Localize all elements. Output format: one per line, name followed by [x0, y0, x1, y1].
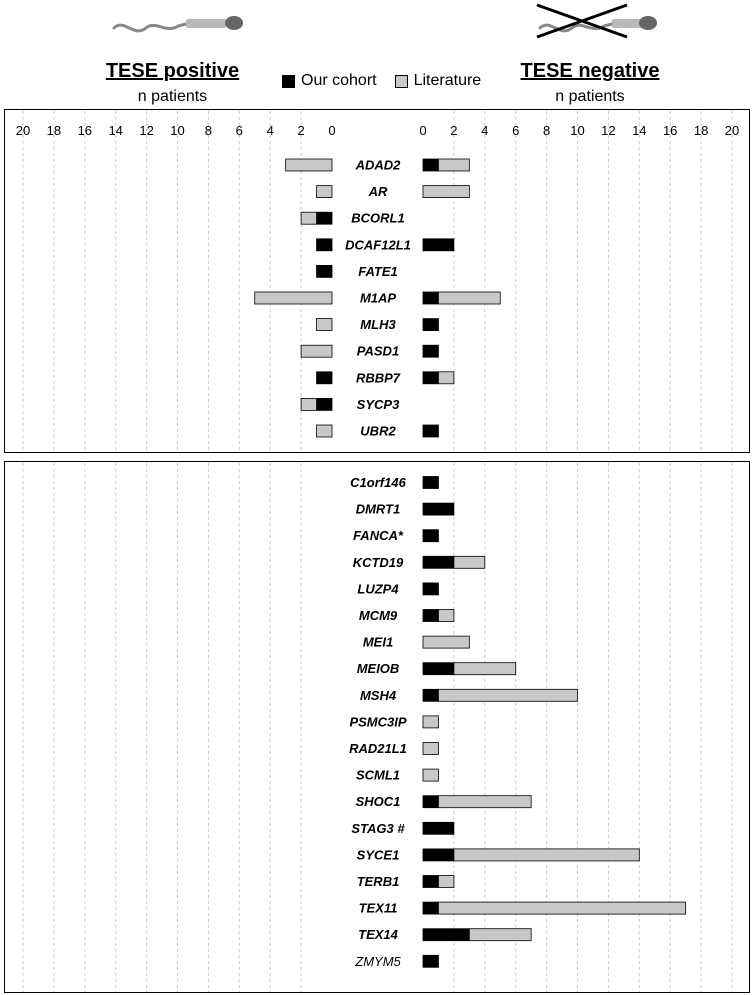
tick-label-left: 0 [328, 123, 336, 138]
gene-label: BCORL1 [351, 210, 405, 226]
bar-negative-cohort [423, 530, 438, 542]
gene-label: MSH4 [359, 687, 397, 703]
legend-label-cohort: Our cohort [301, 72, 377, 89]
bar-negative-literature [423, 743, 438, 755]
bar-negative-cohort [423, 319, 438, 331]
tick-label-left: 6 [235, 123, 243, 138]
bar-negative-cohort [423, 503, 454, 515]
bar-positive-literature [301, 345, 332, 357]
gene-label: KCTD19 [352, 554, 404, 570]
legend-label-literature: Literature [413, 72, 482, 89]
bar-positive-literature [317, 425, 332, 437]
gene-label: FATE1 [358, 263, 398, 279]
tick-label-left: 16 [77, 123, 93, 138]
gene-label: SYCP3 [356, 396, 400, 412]
tick-label-left: 20 [15, 123, 31, 138]
bar-negative-literature [423, 716, 438, 728]
tick-label-right: 6 [512, 123, 520, 138]
tick-label-left: 10 [170, 123, 185, 138]
bar-negative-cohort [423, 955, 438, 967]
bar-negative-literature [438, 689, 577, 701]
legend [282, 72, 481, 90]
bar-negative-literature [454, 663, 516, 675]
gene-label: SYCE1 [356, 847, 400, 863]
bar-negative-cohort [423, 796, 438, 808]
gene-label: MEI1 [362, 634, 394, 650]
tick-label-right: 2 [450, 123, 458, 138]
sperm-icon [114, 16, 243, 31]
bar-negative-literature [438, 796, 531, 808]
legend-swatch-literature [395, 75, 408, 88]
tick-label-right: 16 [662, 123, 678, 138]
bar-positive-literature [286, 159, 332, 171]
bar-negative-cohort [423, 610, 438, 622]
bar-negative-cohort [423, 372, 438, 384]
bar-negative-cohort [423, 159, 438, 171]
bar-negative-literature [423, 769, 438, 781]
legend-swatch-cohort [282, 75, 295, 88]
gene-label: ZMYM5 [355, 953, 401, 969]
bar-negative-cohort [423, 345, 438, 357]
gene-label: UBR2 [360, 423, 396, 439]
tick-label-left: 8 [204, 123, 213, 138]
gene-label: M1AP [359, 290, 397, 306]
bar-negative-cohort [423, 425, 438, 437]
bar-positive-cohort [317, 239, 332, 251]
bar-negative-literature [423, 636, 469, 648]
bar-negative-literature [438, 902, 685, 914]
gene-label: STAG3 # [351, 820, 405, 836]
bar-negative-cohort [423, 292, 438, 304]
bar-negative-cohort [423, 849, 454, 861]
gene-label: TERB1 [356, 874, 400, 889]
bar-negative-literature [454, 849, 639, 861]
bar-negative-cohort [423, 477, 438, 489]
gene-label: DMRT1 [355, 501, 401, 517]
tick-label-left: 14 [108, 123, 123, 138]
bar-positive-literature [317, 319, 332, 331]
bar-positive-literature [255, 292, 332, 304]
bar-negative-cohort [423, 556, 454, 568]
tese-positive-subtitle: n patients [137, 88, 208, 105]
gene-label: AR [368, 184, 388, 200]
bar-negative-cohort [423, 689, 438, 701]
gene-label: TEX11 [358, 900, 398, 916]
gene-label: TEX14 [358, 927, 398, 943]
bar-negative-cohort [423, 929, 469, 941]
bar-negative-literature [454, 556, 485, 568]
bar-negative-literature [438, 159, 469, 171]
bar-negative-literature [469, 929, 531, 941]
tick-label-right: 0 [419, 123, 427, 138]
gene-label: PSMC3IP [349, 714, 407, 730]
tick-label-left: 2 [297, 123, 305, 138]
gene-label: LUZP4 [357, 581, 399, 597]
bar-negative-cohort [423, 822, 454, 834]
tick-label-right: 4 [481, 123, 489, 138]
bar-positive-cohort [317, 398, 332, 410]
bar-negative-literature [438, 876, 453, 888]
bar-negative-cohort [423, 583, 438, 595]
tick-label-left: 18 [46, 123, 62, 138]
bar-negative-literature [438, 610, 453, 622]
gene-label: DCAF12L1 [345, 237, 411, 253]
bar-positive-literature [317, 186, 332, 198]
gene-label: C1orf146 [350, 475, 406, 490]
tick-label-left: 4 [266, 123, 274, 138]
tick-label-right: 12 [601, 123, 616, 138]
bar-negative-literature [438, 372, 453, 384]
bar-negative-cohort [423, 876, 438, 888]
tick-label-right: 10 [570, 123, 585, 138]
tick-label-right: 18 [693, 123, 709, 138]
gene-label: MLH3 [360, 317, 396, 333]
tick-label-left: 12 [139, 123, 154, 138]
bar-positive-cohort [317, 372, 332, 384]
bar-positive-literature [301, 212, 316, 224]
bar-negative-literature [438, 292, 500, 304]
gene-label: SCML1 [355, 767, 401, 783]
bar-negative-cohort [423, 902, 438, 914]
tese-negative-subtitle: n patients [555, 88, 625, 105]
gene-label: MEIOB [356, 661, 400, 677]
bar-negative-cohort [423, 239, 454, 251]
gene-label: RBBP7 [355, 370, 401, 386]
gene-label: ADAD2 [355, 157, 401, 173]
sperm-crossed-icon [537, 5, 657, 37]
gene-label: SHOC1 [355, 794, 401, 810]
tick-label-right: 14 [632, 123, 647, 138]
bar-negative-literature [423, 186, 469, 198]
gene-label: RAD21L1 [349, 741, 407, 756]
bar-positive-cohort [317, 265, 332, 277]
bar-positive-cohort [317, 212, 332, 224]
bar-negative-cohort [423, 663, 454, 675]
bars [255, 159, 686, 967]
tick-label-right: 20 [724, 123, 740, 138]
tese-positive-title: TESE positive [105, 60, 240, 82]
category-labels [345, 158, 411, 969]
axis-tick-labels [16, 123, 739, 138]
tick-label-right: 8 [542, 123, 551, 138]
gene-label: PASD1 [356, 343, 400, 359]
bar-positive-literature [301, 398, 316, 410]
tese-negative-title: TESE negative [520, 60, 660, 82]
gene-label: MCM9 [358, 608, 398, 623]
gene-label: FANCA* [353, 528, 403, 544]
